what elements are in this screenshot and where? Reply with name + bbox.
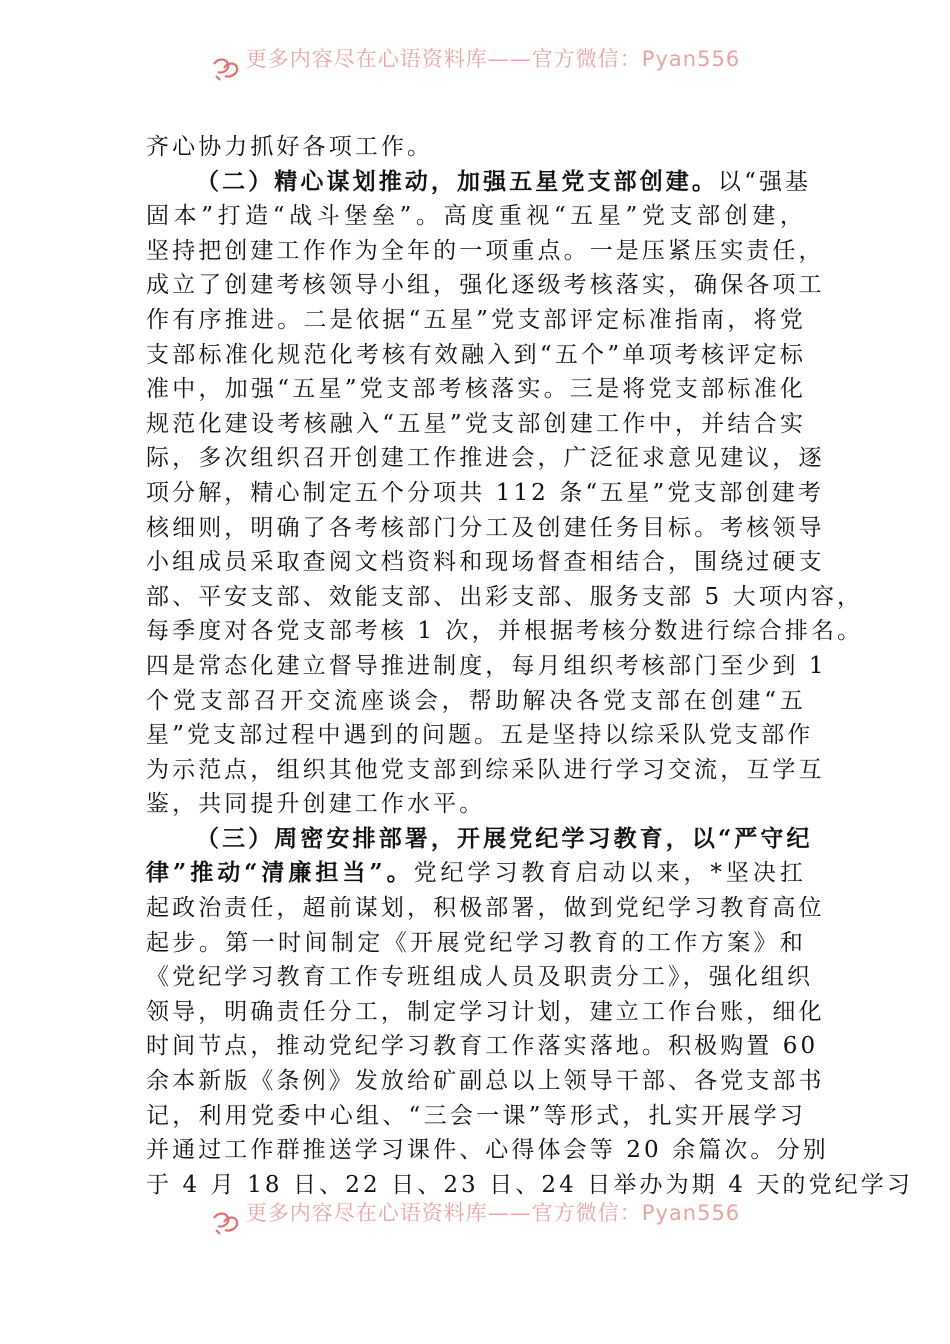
- watermark-text: 更多内容尽在心语资料库——官方微信：Pyan556: [245, 1201, 741, 1225]
- document-body: [146, 130, 913, 1202]
- text-line: 四是常态化建立督导推进制度，每月组织考核部门至少到 1: [146, 652, 827, 679]
- text-line: 鉴，共同提升创建工作水平。: [146, 791, 486, 818]
- text-line: 核细则，明确了各考核部门分工及创建任务目标。考核领导: [146, 514, 825, 541]
- text-line: 际，多次组织召开创建工作推进会，广泛征求意见建议，逐: [146, 445, 825, 472]
- text-line: 领导，明确责任分工，制定学习计划，建立工作台账，细化: [146, 998, 825, 1025]
- text-line: 并通过工作群推送学习课件、心得体会等 20 余篇次。分别: [146, 1137, 829, 1164]
- text-line: 坚持把创建工作作为全年的一项重点。一是压紧压实责任，: [146, 237, 825, 264]
- text-line: 个党支部召开交流座谈会，帮助解决各党支部在创建“五: [146, 687, 806, 714]
- text-line: 记，利用党委中心组、“三会一课”等形式，扎实开展学习: [146, 1102, 806, 1129]
- watermark-text: 更多内容尽在心语资料库——官方微信：Pyan556: [245, 47, 741, 71]
- text-line: 起政治责任，超前谋划，积极部署，做到党纪学习教育高位: [146, 895, 825, 922]
- text-line: 作有序推进。二是依据“五星”党支部评定标准指南，将党: [146, 306, 806, 333]
- header-watermark: [0, 47, 950, 86]
- text-line: 准中，加强“五星”党支部考核落实。三是将党支部标准化: [146, 376, 806, 403]
- text-line: 为示范点，组织其他党支部到综采队进行学习交流，互学互: [146, 756, 825, 783]
- watermark-logo-icon: [210, 1210, 240, 1236]
- text-line: 《党纪学习教育工作专班组成人员及职责分工》，强化组织: [146, 964, 814, 991]
- body-text: 党纪学习教育启动以来，*坚决扛: [413, 860, 806, 887]
- text-line: 固本”打造“战斗堡垒”。高度重视“五星”党支部创建，: [146, 203, 806, 230]
- text-line: 每季度对各党支部考核 1 次，并根据考核分数进行综合排名。: [146, 618, 864, 645]
- text-line: 支部标准化规范化考核有效融入到“五个”单项考核评定标: [146, 341, 806, 368]
- text-line: 时间节点，推动党纪学习教育工作落实落地。积极购置 60: [146, 1033, 819, 1060]
- bold-heading-text: 律”推动“清廉担当”。: [146, 859, 414, 887]
- text-line: [146, 856, 806, 891]
- text-line: 星”党支部过程中遇到的问题。五是坚持以综采队党支部作: [146, 722, 814, 749]
- footer-watermark: [0, 1201, 950, 1240]
- text-line: 于 4 月 18 日、22 日、23 日、24 日举办为期 4 天的党纪学习: [146, 1171, 913, 1198]
- text-line: 起步。第一时间制定《开展党纪学习教育的工作方案》和: [146, 929, 806, 956]
- bold-heading-text: （二）精心谋划推动，加强五星党支部创建。: [196, 167, 718, 195]
- text-line: 规范化建设考核融入“五星”党支部创建工作中，并结合实: [146, 410, 806, 437]
- text-line: 小组成员采取查阅文档资料和现场督查相结合，围绕过硬支: [146, 549, 825, 576]
- body-text: 以“强基: [718, 168, 812, 195]
- watermark-logo-icon: [210, 56, 240, 82]
- text-line: 部、平安支部、效能支部、出彩支部、服务支部 5 大项内容，: [146, 583, 864, 610]
- text-line: [146, 822, 813, 857]
- text-line: 齐心协力抓好各项工作。: [146, 134, 434, 160]
- text-line: 项分解，精心制定五个分项共 112 条“五星”党支部创建考: [146, 479, 824, 506]
- text-line: 成立了创建考核领导小组，强化逐级考核落实，确保各项工: [146, 272, 825, 299]
- text-line: 余本新版《条例》发放给矿副总以上领导干部、各党支部书: [146, 1068, 825, 1095]
- text-line: [146, 165, 812, 200]
- bold-heading-text: （三）周密安排部署，开展党纪学习教育，以“严守纪: [196, 824, 813, 852]
